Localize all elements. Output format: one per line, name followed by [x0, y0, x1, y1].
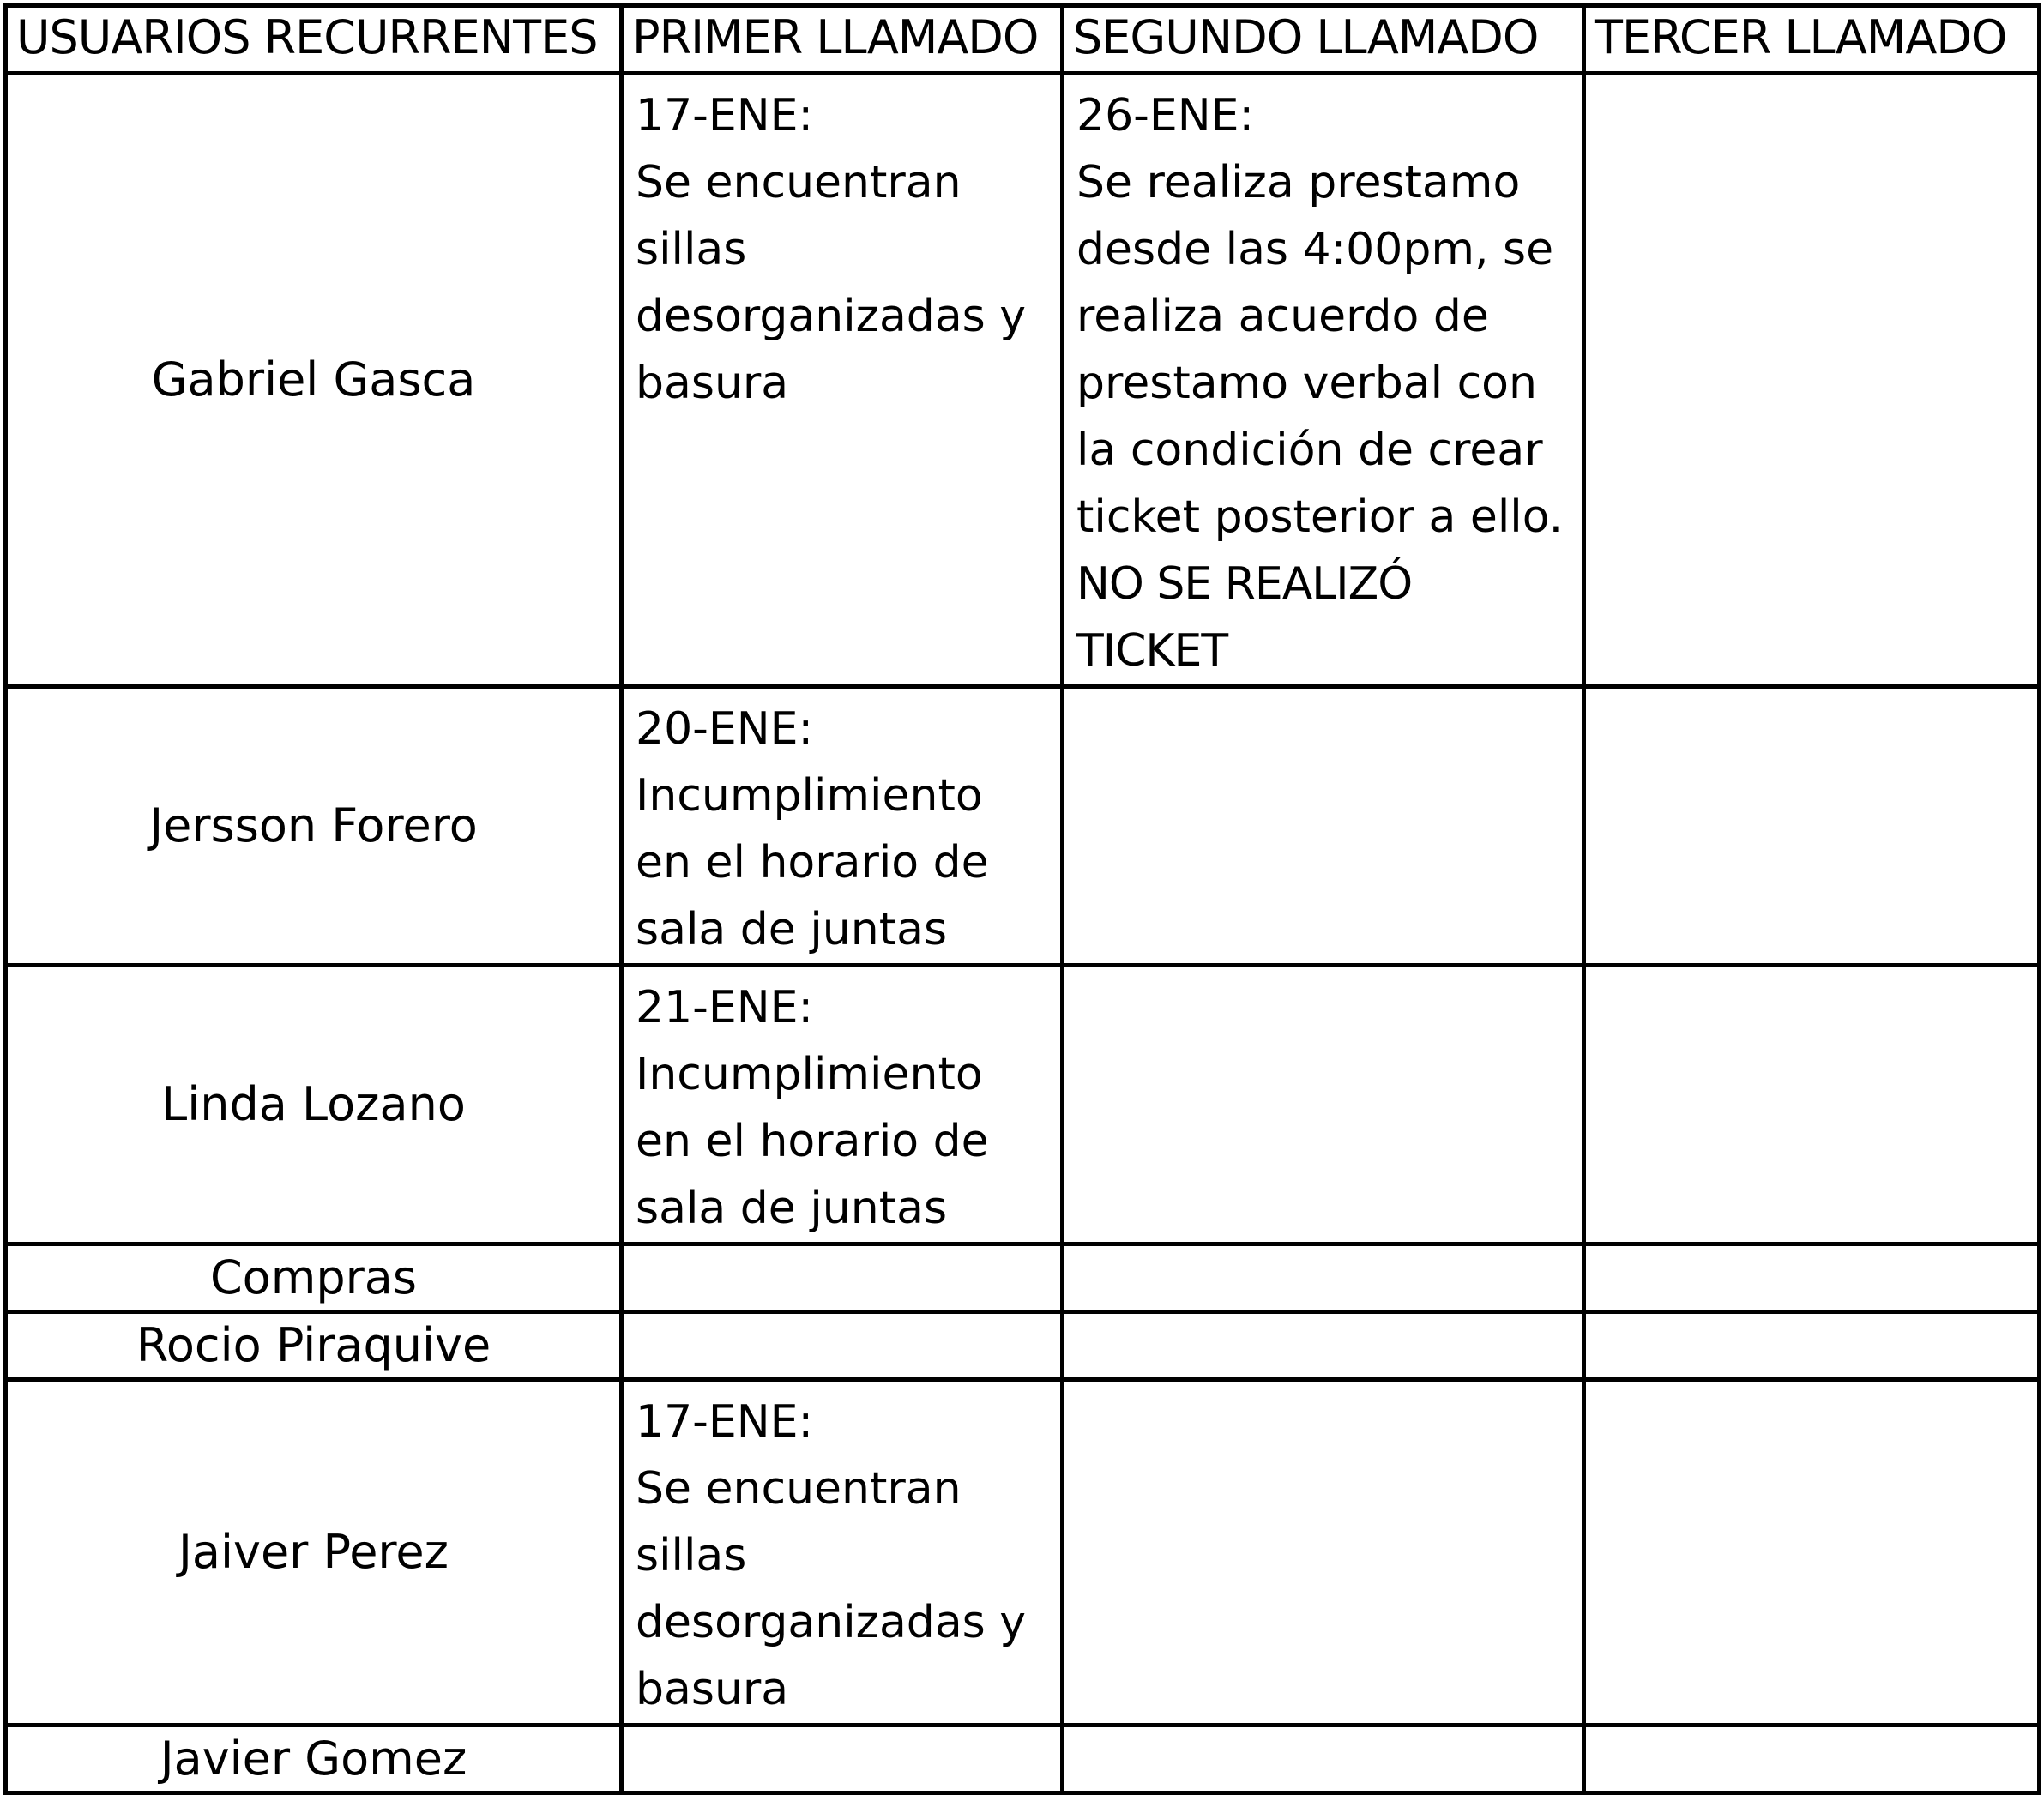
call-description: Se realiza prestamo desde las 4:00pm, se realiza acuerdo de prestamo verbal con la condición de crear ticket posterior a ello. [1076, 157, 1564, 543]
call-date: 17-ENE: [636, 1396, 814, 1448]
table-row [6, 1244, 2040, 1312]
user-name-cell: Javier Gomez [6, 1726, 622, 1793]
table-row [6, 74, 2040, 687]
tercer-llamado-cell [1584, 1726, 2040, 1793]
call-date: 26-ENE: [1076, 90, 1255, 142]
primer-llamado-cell [622, 1312, 1063, 1380]
header-row [6, 6, 2040, 74]
call-date: 20-ENE: [636, 703, 814, 755]
table-row [6, 1726, 2040, 1793]
tercer-llamado-cell [1584, 1312, 2040, 1380]
tercer-llamado-cell [1584, 1244, 2040, 1312]
segundo-llamado-cell [1063, 74, 1584, 687]
header-tercer-llamado: TERCER LLAMADO [1584, 6, 2040, 74]
user-name-cell: Jersson Forero [6, 687, 622, 966]
call-description: Se encuentran sillas desorganizadas y basura [636, 157, 1027, 409]
primer-llamado-cell [622, 1380, 1063, 1726]
primer-llamado-cell [622, 687, 1063, 966]
call-date: 17-ENE: [636, 90, 814, 142]
call-emphasis-note: NO SE REALIZÓ TICKET [1076, 558, 1413, 677]
table-row [6, 1312, 2040, 1380]
tercer-llamado-cell [1584, 966, 2040, 1244]
user-name-cell: Gabriel Gasca [6, 74, 622, 687]
header-primer-llamado: PRIMER LLAMADO [622, 6, 1063, 74]
segundo-llamado-cell [1063, 966, 1584, 1244]
call-description: Incumplimiento en el horario de sala de juntas [636, 770, 989, 955]
table-row [6, 966, 2040, 1244]
user-name-cell: Linda Lozano [6, 966, 622, 1244]
primer-llamado-cell [622, 1726, 1063, 1793]
user-name-cell: Rocio Piraquive [6, 1312, 622, 1380]
table-row [6, 687, 2040, 966]
call-description: Incumplimiento en el horario de sala de juntas [636, 1049, 989, 1234]
header-usuarios-recurrentes: USUARIOS RECURRENTES [6, 6, 622, 74]
tercer-llamado-cell [1584, 687, 2040, 966]
call-date: 21-ENE: [636, 982, 814, 1033]
segundo-llamado-cell [1063, 1244, 1584, 1312]
primer-llamado-cell [622, 1244, 1063, 1312]
segundo-llamado-cell [1063, 1726, 1584, 1793]
segundo-llamado-cell [1063, 1380, 1584, 1726]
call-description: Se encuentran sillas desorganizadas y basura [636, 1463, 1027, 1715]
recurrent-users-table [3, 3, 2041, 1795]
primer-llamado-cell [622, 74, 1063, 687]
header-segundo-llamado: SEGUNDO LLAMADO [1063, 6, 1584, 74]
table-row [6, 1380, 2040, 1726]
segundo-llamado-cell [1063, 687, 1584, 966]
primer-llamado-cell [622, 966, 1063, 1244]
tercer-llamado-cell [1584, 1380, 2040, 1726]
segundo-llamado-cell [1063, 1312, 1584, 1380]
tercer-llamado-cell [1584, 74, 2040, 687]
user-name-cell: Compras [6, 1244, 622, 1312]
user-name-cell: Jaiver Perez [6, 1380, 622, 1726]
